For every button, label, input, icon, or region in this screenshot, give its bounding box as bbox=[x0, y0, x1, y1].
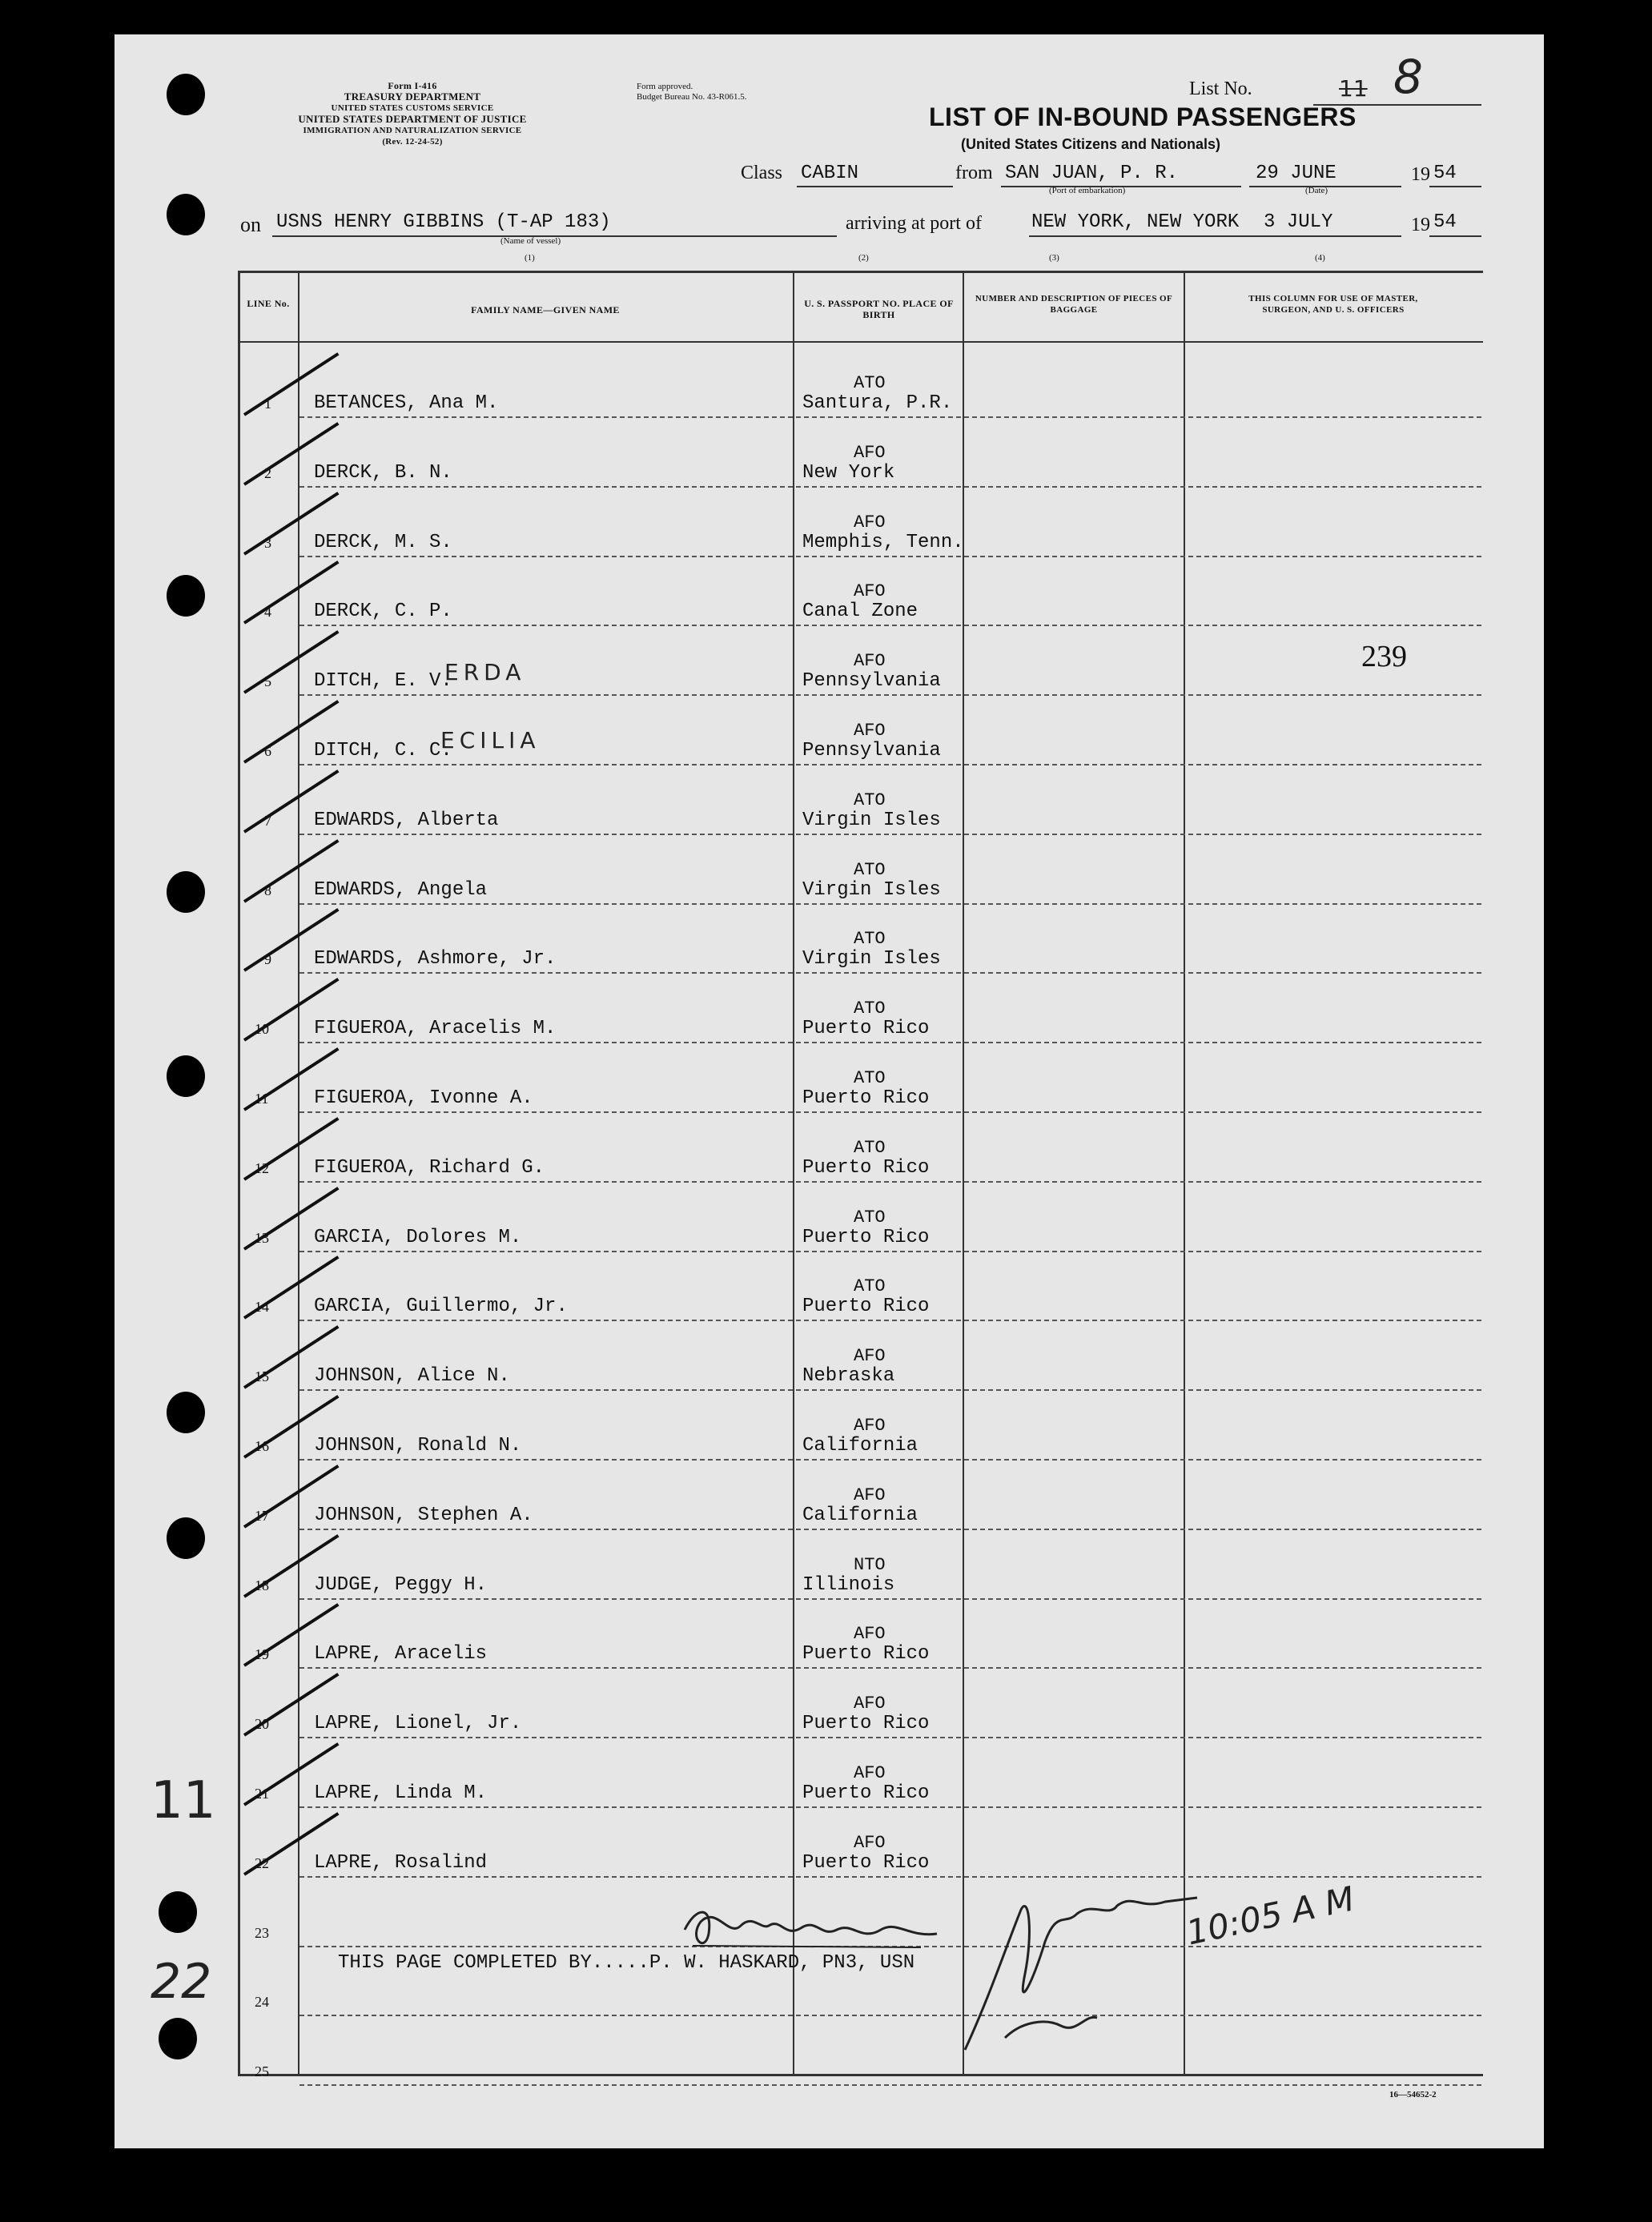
table-row-rule bbox=[299, 764, 1481, 765]
passenger-name: DERCK, B. N. bbox=[314, 462, 452, 484]
place-of-birth: Pennsylvania bbox=[802, 740, 941, 761]
place-of-birth: Puerto Rico bbox=[802, 1782, 930, 1804]
passenger-name: JUDGE, Peggy H. bbox=[314, 1574, 488, 1596]
punch-hole bbox=[159, 1891, 197, 1933]
revision-date: (Rev. 12-24-52) bbox=[382, 137, 443, 147]
passenger-name: DITCH, C. C. bbox=[314, 740, 452, 761]
passport-no: AFO bbox=[854, 1833, 886, 1853]
table-row-rule bbox=[299, 2084, 1481, 2086]
officer-note: 239 bbox=[1361, 640, 1407, 673]
table-bottom-rule bbox=[238, 2074, 1483, 2076]
passenger-name: DITCH, E. V. bbox=[314, 670, 452, 692]
punch-hole bbox=[159, 2018, 197, 2059]
table-head-rule bbox=[238, 341, 1483, 343]
punch-hole bbox=[167, 1392, 205, 1433]
col-header-name: FAMILY NAME—GIVEN NAME bbox=[471, 304, 620, 315]
time-stamp: 10:05 A M bbox=[1183, 1878, 1358, 1953]
line-number: 20 bbox=[255, 1716, 269, 1732]
table-row-rule bbox=[299, 1737, 1481, 1738]
line-number: 5 bbox=[264, 673, 271, 689]
passport-no: NTO bbox=[854, 1555, 886, 1575]
arrival-port: NEW YORK, NEW YORK bbox=[1031, 211, 1240, 233]
embark-year: 54 bbox=[1433, 163, 1457, 184]
completed-by: THIS PAGE COMPLETED BY.....P. W. HASKARD, PN3, USN bbox=[338, 1952, 915, 1974]
place-of-birth: Puerto Rico bbox=[802, 1296, 930, 1317]
passenger-name: LAPRE, Aracelis bbox=[314, 1643, 488, 1665]
table-row-rule bbox=[299, 834, 1481, 835]
clerk-signature bbox=[681, 1898, 945, 1962]
passenger-name: EDWARDS, Ashmore, Jr. bbox=[314, 948, 557, 970]
place-of-birth: Illinois bbox=[802, 1574, 895, 1596]
line-number: 1 bbox=[264, 396, 271, 412]
line-number: 19 bbox=[255, 1646, 269, 1662]
handwritten-name-6: ECILIA bbox=[440, 727, 541, 753]
line-number: 7 bbox=[264, 813, 271, 829]
passenger-name: EDWARDS, Alberta bbox=[314, 810, 499, 831]
passport-no: AFO bbox=[854, 443, 886, 463]
passport-no: AFO bbox=[854, 1416, 886, 1436]
col-marker-1: (1) bbox=[525, 253, 535, 263]
line-number: 8 bbox=[264, 882, 271, 898]
place-of-birth: Puerto Rico bbox=[802, 1227, 930, 1248]
passenger-name: LAPRE, Linda M. bbox=[314, 1782, 488, 1804]
print-code: 16—54652-2 bbox=[1389, 2090, 1437, 2099]
list-no-value: 8 bbox=[1393, 50, 1423, 104]
col-divider-officers bbox=[1184, 271, 1185, 2075]
place-of-birth: Nebraska bbox=[802, 1365, 895, 1387]
arriving-label: arriving at port of bbox=[846, 213, 982, 234]
line-number: 11 bbox=[255, 1091, 269, 1107]
place-of-birth: Puerto Rico bbox=[802, 1643, 930, 1665]
form-number: Form I-416 bbox=[388, 80, 437, 91]
place-of-birth: Puerto Rico bbox=[802, 1713, 930, 1734]
form-approved: Form approved. bbox=[637, 82, 693, 91]
table-left-border bbox=[238, 271, 240, 2075]
col-header-officers: THIS COLUMN FOR USE OF MASTER, SURGEON, AND U. S. OFFICERS bbox=[1248, 294, 1418, 315]
class-value: CABIN bbox=[801, 163, 859, 184]
table-top-rule bbox=[238, 271, 1483, 273]
line-number: 21 bbox=[255, 1786, 269, 1802]
margin-count-22: 22 bbox=[151, 1954, 212, 2010]
passenger-name: JOHNSON, Ronald N. bbox=[314, 1435, 522, 1457]
place-of-birth: Virgin Isles bbox=[802, 948, 941, 970]
passport-no: ATO bbox=[854, 860, 886, 880]
agency-block bbox=[232, 80, 593, 147]
place-of-birth: California bbox=[802, 1435, 918, 1457]
table-row-rule bbox=[299, 1111, 1481, 1113]
punch-hole bbox=[167, 871, 205, 913]
arrival-date: 3 JULY bbox=[1264, 211, 1333, 233]
place-of-birth: California bbox=[802, 1505, 918, 1526]
justice-dept: UNITED STATES DEPARTMENT OF JUSTICE bbox=[298, 113, 527, 125]
arrival-year-prefix: 19 bbox=[1411, 215, 1430, 235]
passport-no: ATO bbox=[854, 1276, 886, 1296]
port-caption: (Port of embarkation) bbox=[1049, 186, 1126, 195]
embark-year-prefix: 19 bbox=[1411, 164, 1430, 185]
col-marker-4: (4) bbox=[1315, 253, 1325, 263]
passenger-name: LAPRE, Lionel, Jr. bbox=[314, 1713, 522, 1734]
passenger-name: DERCK, C. P. bbox=[314, 601, 452, 622]
col-divider-line bbox=[298, 271, 299, 2075]
table-row-rule bbox=[299, 694, 1481, 696]
port-embarkation: SAN JUAN, P. R. bbox=[1005, 163, 1179, 184]
table-row-rule bbox=[299, 903, 1481, 905]
passenger-name: FIGUEROA, Aracelis M. bbox=[314, 1018, 557, 1039]
table-row-rule bbox=[299, 1251, 1481, 1252]
passport-no: AFO bbox=[854, 1763, 886, 1783]
passenger-name: FIGUEROA, Richard G. bbox=[314, 1157, 545, 1179]
table-row-rule bbox=[299, 1667, 1481, 1669]
list-no-label: List No. bbox=[1189, 78, 1252, 99]
line-number: 2 bbox=[264, 465, 271, 481]
table-row-rule bbox=[299, 416, 1481, 418]
passenger-name: LAPRE, Rosalind bbox=[314, 1852, 488, 1874]
line-number: 25 bbox=[255, 2063, 269, 2079]
passenger-name: BETANCES, Ana M. bbox=[314, 392, 499, 414]
line-number: 4 bbox=[264, 604, 271, 620]
place-of-birth: Puerto Rico bbox=[802, 1087, 930, 1109]
line-number: 23 bbox=[255, 1925, 269, 1941]
place-of-birth: Puerto Rico bbox=[802, 1157, 930, 1179]
class-label: Class bbox=[741, 163, 783, 183]
passport-no: ATO bbox=[854, 929, 886, 949]
list-no-struck: 11 bbox=[1339, 75, 1368, 102]
passport-no: ATO bbox=[854, 1207, 886, 1228]
passport-no: AFO bbox=[854, 721, 886, 741]
passport-no: AFO bbox=[854, 1485, 886, 1505]
ins-service: IMMIGRATION AND NATURALIZATION SERVICE bbox=[303, 126, 522, 135]
passport-no: ATO bbox=[854, 790, 886, 810]
passport-no: ATO bbox=[854, 1138, 886, 1158]
line-number: 15 bbox=[255, 1368, 269, 1384]
date-caption: (Date) bbox=[1305, 186, 1328, 195]
table-row-rule bbox=[299, 1042, 1481, 1043]
passport-no: AFO bbox=[854, 1624, 886, 1644]
arrival-year-rule bbox=[1429, 235, 1481, 237]
place-of-birth: Puerto Rico bbox=[802, 1852, 930, 1874]
passport-no: AFO bbox=[854, 581, 886, 601]
line-number: 16 bbox=[255, 1438, 269, 1454]
from-label: from bbox=[955, 163, 993, 183]
table-row-rule bbox=[299, 1181, 1481, 1183]
punch-hole bbox=[167, 194, 205, 235]
col-divider-passport bbox=[793, 271, 794, 2075]
passenger-name: JOHNSON, Alice N. bbox=[314, 1365, 510, 1387]
passport-no: AFO bbox=[854, 651, 886, 671]
col-header-line-no: LINE No. bbox=[247, 298, 290, 309]
passport-no: ATO bbox=[854, 1068, 886, 1088]
passenger-name: GARCIA, Dolores M. bbox=[314, 1227, 522, 1248]
table-row-rule bbox=[299, 972, 1481, 974]
passenger-name: JOHNSON, Stephen A. bbox=[314, 1505, 533, 1526]
on-label: on bbox=[240, 213, 261, 236]
table-row-rule bbox=[299, 556, 1481, 557]
col-header-passport: U. S. PASSPORT NO. PLACE OF BIRTH bbox=[804, 298, 954, 320]
punch-hole bbox=[167, 1055, 205, 1097]
table-row-rule bbox=[299, 625, 1481, 626]
line-number: 18 bbox=[255, 1577, 269, 1593]
table-row-rule bbox=[299, 1598, 1481, 1600]
line-number: 24 bbox=[255, 1994, 269, 2010]
margin-count-11: 11 bbox=[151, 1771, 216, 1830]
line-number: 6 bbox=[264, 743, 271, 759]
line-number: 14 bbox=[255, 1299, 269, 1315]
table-row-rule bbox=[299, 486, 1481, 488]
passenger-name: DERCK, M. S. bbox=[314, 532, 452, 553]
class-rule bbox=[797, 186, 953, 187]
place-of-birth: Virgin Isles bbox=[802, 879, 941, 901]
customs-service: UNITED STATES CUSTOMS SERVICE bbox=[331, 103, 494, 113]
page-title: LIST OF IN-BOUND PASSENGERS bbox=[929, 102, 1357, 131]
line-number: 13 bbox=[255, 1230, 269, 1246]
embark-date: 29 JUNE bbox=[1256, 163, 1336, 184]
punch-hole bbox=[167, 74, 205, 115]
col-marker-3: (3) bbox=[1049, 253, 1059, 263]
place-of-birth: New York bbox=[802, 462, 895, 484]
table-row-rule bbox=[299, 1459, 1481, 1461]
year-rule bbox=[1429, 186, 1481, 187]
line-number: 9 bbox=[264, 951, 271, 967]
col-header-baggage: NUMBER AND DESCRIPTION OF PIECES OF BAGGAGE bbox=[975, 294, 1173, 315]
page-subtitle: (United States Citizens and Nationals) bbox=[961, 136, 1221, 152]
passport-no: ATO bbox=[854, 998, 886, 1019]
place-of-birth: Pennsylvania bbox=[802, 670, 941, 692]
place-of-birth: Memphis, Tenn. bbox=[802, 532, 964, 553]
passport-no: AFO bbox=[854, 512, 886, 532]
line-number: 17 bbox=[255, 1508, 269, 1524]
passenger-name: FIGUEROA, Ivonne A. bbox=[314, 1087, 533, 1109]
budget-bureau: Budget Bureau No. 43-R061.5. bbox=[637, 92, 747, 102]
arrival-rule bbox=[1029, 235, 1401, 237]
place-of-birth: Santura, P.R. bbox=[802, 392, 953, 414]
treasury-dept: TREASURY DEPARTMENT bbox=[344, 90, 481, 102]
arrival-year: 54 bbox=[1433, 211, 1457, 233]
line-number: 12 bbox=[255, 1160, 269, 1176]
punch-hole bbox=[167, 575, 205, 617]
passenger-name: EDWARDS, Angela bbox=[314, 879, 488, 901]
place-of-birth: Puerto Rico bbox=[802, 1018, 930, 1039]
place-of-birth: Virgin Isles bbox=[802, 810, 941, 831]
passport-no: AFO bbox=[854, 1346, 886, 1366]
table-row-rule bbox=[299, 1806, 1481, 1808]
line-number: 10 bbox=[255, 1021, 269, 1037]
table-row-rule bbox=[299, 1320, 1481, 1321]
punch-hole bbox=[167, 1517, 205, 1559]
line-number: 22 bbox=[255, 1855, 269, 1871]
table-row-rule bbox=[299, 1389, 1481, 1391]
table-row-rule bbox=[299, 1529, 1481, 1530]
vessel-caption: (Name of vessel) bbox=[500, 236, 561, 246]
handwritten-name-5: ERDA bbox=[444, 659, 526, 685]
col-marker-2: (2) bbox=[858, 253, 869, 263]
vessel-name: USNS HENRY GIBBINS (T-AP 183) bbox=[276, 211, 611, 233]
passport-no: AFO bbox=[854, 1694, 886, 1714]
form-approval bbox=[637, 82, 746, 102]
passenger-name: GARCIA, Guillermo, Jr. bbox=[314, 1296, 568, 1317]
line-number: 3 bbox=[264, 535, 271, 551]
passport-no: ATO bbox=[854, 373, 886, 393]
place-of-birth: Canal Zone bbox=[802, 601, 918, 622]
